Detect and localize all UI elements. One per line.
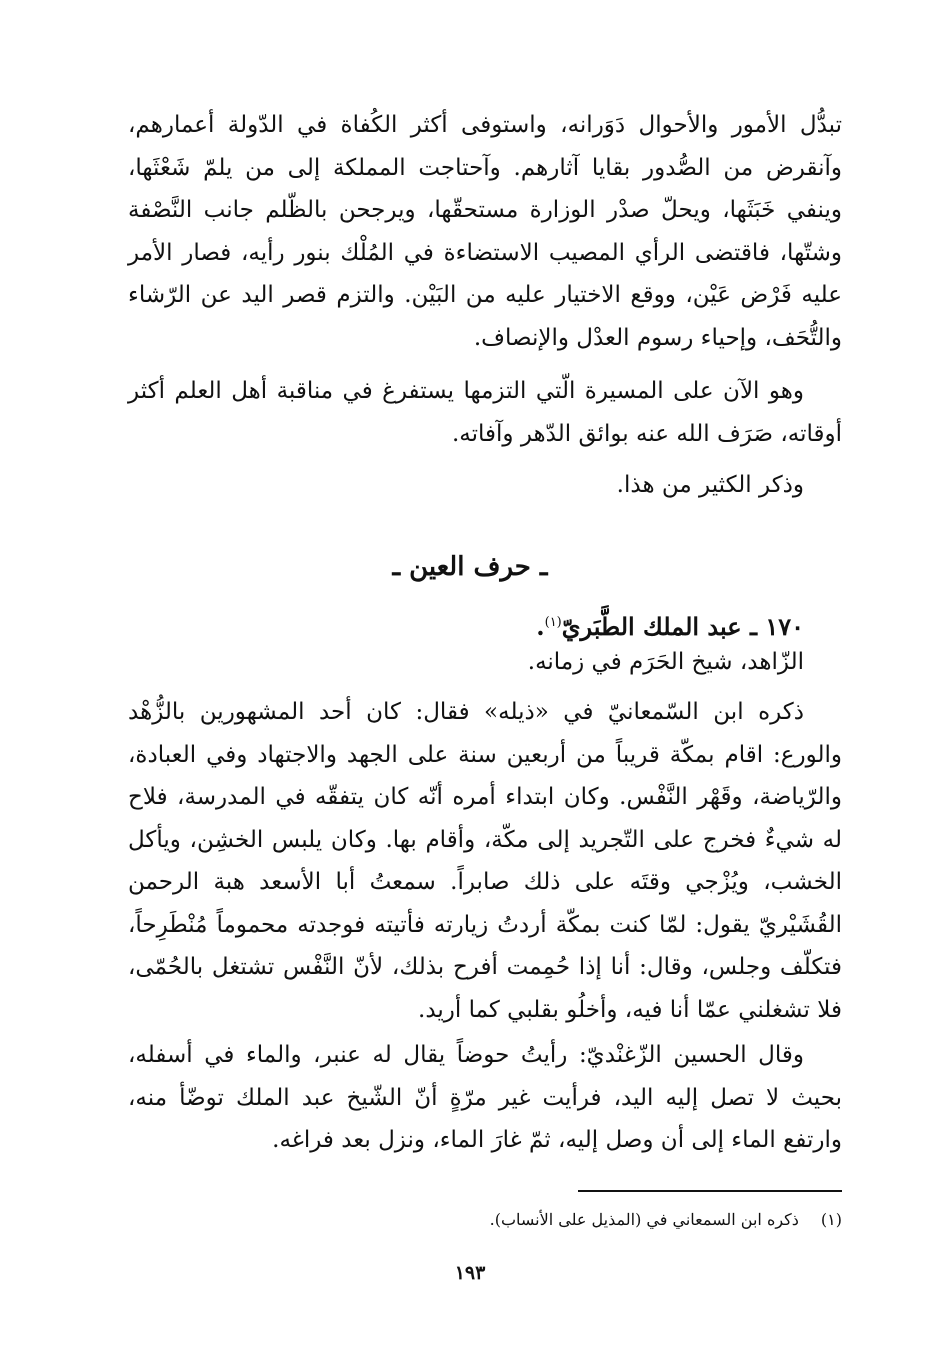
paragraph-3-block xyxy=(128,464,842,507)
paragraph-1-block xyxy=(128,104,842,359)
paragraph-3: وذكر الكثير من هذا. xyxy=(616,472,804,498)
paragraph-4: الزّاهد، شيخ الحَرَم في زمانه. xyxy=(527,649,804,675)
footnote-marker[interactable]: (١) xyxy=(544,615,562,630)
section-heading: ـ حرف العين ـ xyxy=(392,552,548,582)
paragraph-6: وقال الحسين الزّغنْديّ: رأيتُ حوضاً يقال له عنبر، والماء في أسفله، بحيث لا تصل إليه اليد، فرأيت غير مرّةٍ أنّ الشّيخ عبد الملك توضّأ منه، وارتفع الماء إلى أن وصل إليه، ثمّ غارَ الماء، ونزل بعد فراغه. xyxy=(128,1042,842,1153)
paragraph-1: تبدُّل الأمور والأحوال دَوَرانه، واستوفى أكثر الكُفاة في الدّولة أعمارهم، وآنقرض من الصُّدور بقايا آثارهم. وآحتاجت المملكة إلى من يلمّ شَعْثَها، وينفي خَبَثَها، ويحلّ صدْر الوزارة مستحقّها، ويرجحن بالظّلم جانب النَّصْفة وشتّها، فاقتضى الرأي المصيب الاستضاءة في المُلْك بنور رأيه، فصار الأمر عليه فَرْض عَيْن، ووقع الاختيار عليه من البَيْن. والتزم قصر اليد عن الرّشاء والتُّحَف، وإحياء رسوم العدْل والإنصاف. xyxy=(128,112,842,351)
entry-title-text: ١٧٠ ـ عبد الملك الطَّبَريّ xyxy=(561,612,804,641)
paragraph-4-block xyxy=(128,641,842,684)
page-number: ١٩٣ xyxy=(454,1262,486,1284)
entry-title-end: . xyxy=(536,612,545,641)
paragraph-5: ذكره ابن السّمعانيّ في «ذيله» فقال: كان أحد المشهورين بالزُّهْد والورع: اقام بمكّة قريباً من أربعين سنة على الجهد والاجتهاد وفي العبادة، والرّياضة، وقَهْر النَّفْس. وكان ابتداء أمره أنّه كان يتفقّه في المدرسة، فلاح له شيءٌ فخرج على التّجريد إلى مكّة، وأقام بها. وكان يلبس الخشِن، ويأكل الخشب، ويُزْجي وقتَه على ذلك صابراً. سمعتُ أبا الأسعد هبة الرحمن القُشَيْريّ يقول: لمّا كنت بمكّة أردتُ زيارته فأتيته فوجدته محموماً مُنْطَرِحاً، فتكلّف وجلس، وقال: أنا إذا حُمِمت أفرح بذلك، لأنّ النَّفْس تشتغل بالحُمّى، فلا تشغلني عمّا أنا فيه، وأخلُو بقلبي كما أريد. xyxy=(128,699,842,1023)
paragraph-5-block xyxy=(128,691,842,1031)
paragraph-2: وهو الآن على المسيرة الّتي التزمها يستفرغ في مناقبة أهل العلم أكثر أوقاته، صَرَف الله عنه بوائق الدّهر وآفاته. xyxy=(128,378,842,447)
footnote-divider xyxy=(578,1190,842,1192)
paragraph-6-block xyxy=(128,1034,842,1162)
footnote-number: (١) xyxy=(820,1210,842,1229)
footnote-text: ذكره ابن السمعاني في (المذيل على الأنساب). xyxy=(489,1210,799,1229)
paragraph-2-block xyxy=(128,370,842,455)
footnote xyxy=(128,1206,842,1234)
